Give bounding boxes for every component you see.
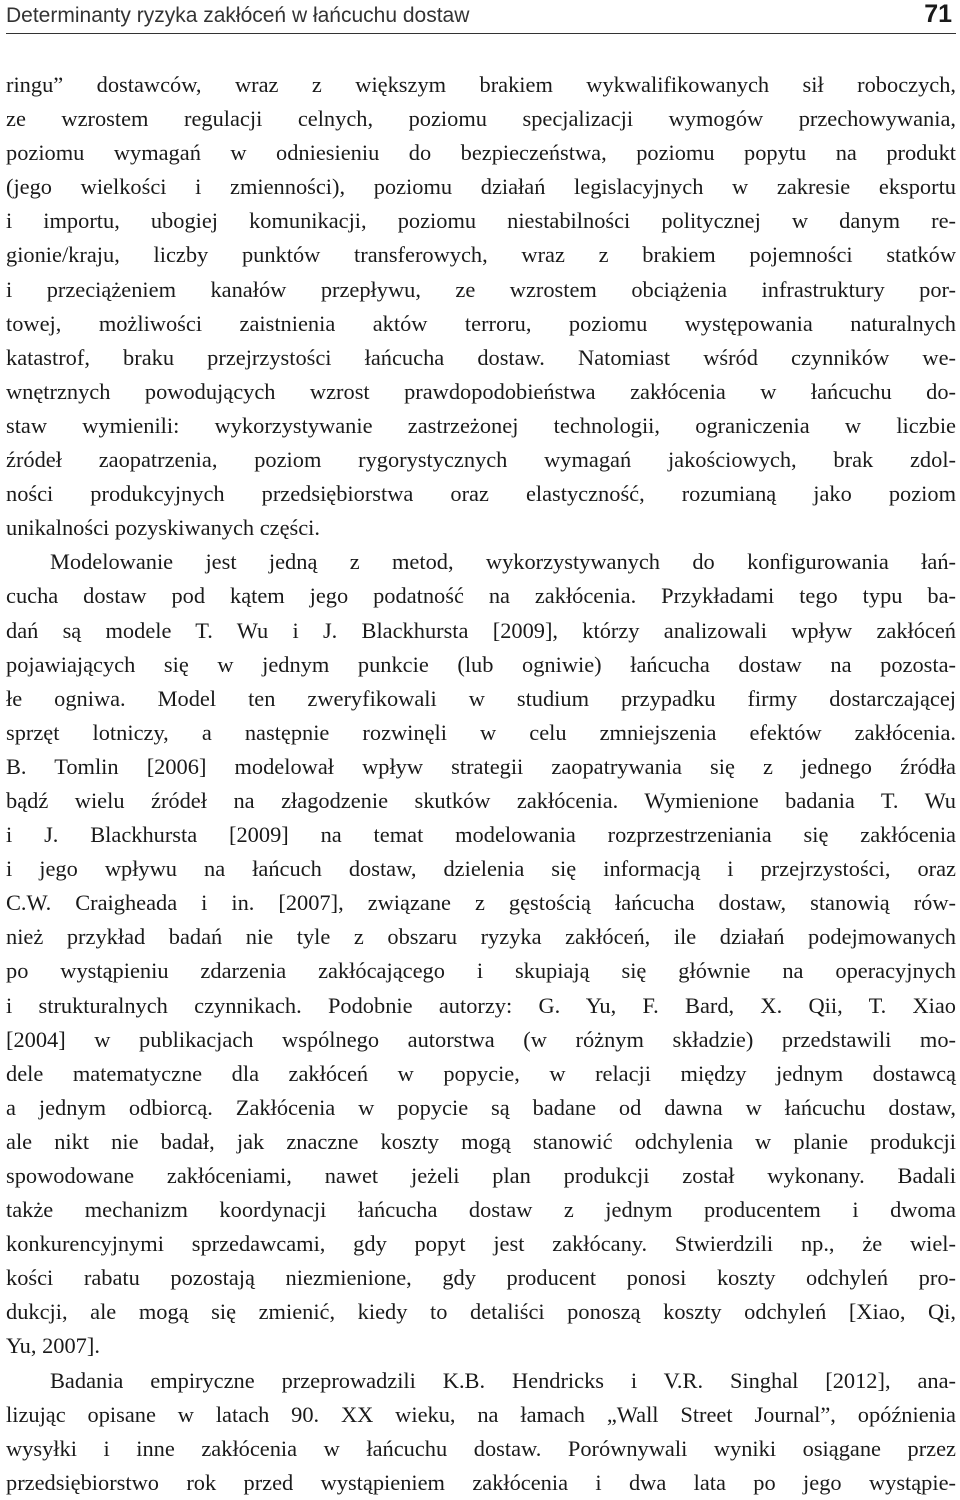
text-line: wysyłki i inne zakłócenia w łańcuchu dostaw. Porównywali wyniki osiągane przez xyxy=(6,1435,956,1461)
paragraph xyxy=(6,545,956,1363)
text-line: [2004] w publikacjach wspólnego autorstwa (w różnym składzie) przedstawili mo- xyxy=(6,1026,956,1052)
text-line: Modelowanie jest jedną z metod, wykorzystywanych do konfigurowania łań- xyxy=(50,549,956,575)
text-line: lizując opisane w latach 90. XX wieku, na łamach „Wall Street Journal”, opóźnienia xyxy=(6,1401,956,1427)
running-title: Determinanty ryzyka zakłóceń w łańcuchu dostaw xyxy=(6,4,470,27)
text-line: nież przykład badań nie tyle z obszaru ryzyka zakłóceń, ile działań podejmowanych xyxy=(6,924,956,950)
text-line: Yu, 2007]. xyxy=(6,1333,100,1359)
text-line: ności produkcyjnych przedsiębiorstwa oraz elastyczność, rozumianą jako poziom xyxy=(6,481,956,507)
text-line: pojawiających się w jednym punkcie (lub ogniwie) łańcucha dostaw na pozosta- xyxy=(6,651,956,677)
text-line: cucha dostaw pod kątem jego podatność na zakłócenia. Przykładami tego typu ba- xyxy=(6,583,956,609)
text-line: po wystąpieniu zdarzenia zakłócającego i skupiają się głównie na operacyjnych xyxy=(6,958,956,984)
text-line: B. Tomlin [2006] modelował wpływ strategii zaopatrywania się z jednego źródła xyxy=(6,753,956,779)
text-line: (jego wielkości i zmienności), poziomu działań legislacyjnych w zakresie eksportu xyxy=(6,174,956,200)
text-line: i strukturalnych czynnikach. Podobnie autorzy: G. Yu, F. Bard, X. Qii, T. Xiao xyxy=(6,992,956,1018)
text-line: Badania empiryczne przeprowadzili K.B. Hendricks i V.R. Singhal [2012], ana- xyxy=(50,1367,956,1393)
body-text xyxy=(6,68,956,1500)
text-line: towej, możliwości zaistnienia aktów terroru, poziomu występowania naturalnych xyxy=(6,310,956,336)
text-line: wnętrznych powodujących wzrost prawdopodobieństwa zakłócenia w łańcuchu do- xyxy=(6,378,956,404)
text-line: a jednym odbiorcą. Zakłócenia w popycie są badane od dawna w łańcuchu dostaw, xyxy=(6,1094,956,1120)
text-line: spowodowane zakłóceniami, nawet jeżeli plan produkcji został wykonany. Badali xyxy=(6,1163,956,1188)
text-line: unikalności pozyskiwanych części. xyxy=(6,515,320,541)
text-line: także mechanizm koordynacji łańcucha dostaw z jednym producentem i dwoma xyxy=(6,1197,956,1223)
text-line: ale nikt nie badał, jak znaczne koszty mogą stanowić odchylenia w planie produkcji xyxy=(6,1128,956,1154)
text-line: dukcji, ale mogą się zmienić, kiedy to detaliści ponoszą koszty odchyleń [Xiao, Qi, xyxy=(6,1299,956,1325)
text-line: dele matematyczne dla zakłóceń w popycie, w relacji między jednym dostawcą xyxy=(6,1060,956,1086)
text-line: źródeł zaopatrzenia, poziom rygorystycznych wymagań jakościowych, brak zdol- xyxy=(6,447,956,473)
text-line: ze wzrostem regulacji celnych, poziomu specjalizacji wymogów przechowywania, xyxy=(6,106,956,132)
text-line: i importu, ubogiej komunikacji, poziomu niestabilności politycznej w danym re- xyxy=(6,208,956,234)
text-line: i J. Blackhursta [2009] na temat modelowania rozprzestrzeniania się zakłócenia xyxy=(6,822,956,848)
text-line: poziomu wymagań w odniesieniu do bezpieczeństwa, poziomu popytu na produkt xyxy=(6,140,956,166)
text-line: bądź wielu źródeł na złagodzenie skutków zakłócenia. Wymienione badania T. Wu xyxy=(6,787,956,813)
text-line: łe ogniwa. Model ten zweryfikowali w studium przypadku firmy dostarczającej xyxy=(6,685,956,711)
text-line: staw wymienili: wykorzystywanie zastrzeżonej technologii, ograniczenia w liczbie xyxy=(6,412,956,438)
text-line: i przeciążeniem kanałów przepływu, ze wzrostem obciążenia infrastruktury por- xyxy=(6,276,956,302)
text-line: i jego wpływu na łańcuch dostaw, dzielenia się informacją i przejrzystości, oraz xyxy=(6,856,956,882)
text-line: sprzęt lotniczy, a następnie rozwinęli w celu zmniejszenia efektów zakłócenia. xyxy=(6,719,956,745)
text-line: katastrof, braku przejrzystości łańcucha dostaw. Natomiast wśród czynników we- xyxy=(6,344,956,370)
text-line: C.W. Craigheada i in. [2007], związane z gęstością łańcucha dostaw, stanowią rów- xyxy=(6,890,956,916)
running-header xyxy=(6,0,956,34)
paragraph xyxy=(6,1364,956,1500)
text-line: kości rabatu pozostają niezmienione, gdy producent ponosi koszty odchyleń pro- xyxy=(6,1265,956,1291)
text-line: przedsiębiorstwo rok przed wystąpieniem zakłócenia i dwa lata po jego wystąpie- xyxy=(6,1469,956,1495)
text-line: ringu” dostawców, wraz z większym brakiem wykwalifikowanych sił roboczych, xyxy=(6,72,956,97)
text-line: gionie/kraju, liczby punktów transferowych, wraz z brakiem pojemności statków xyxy=(6,242,956,268)
text-line: konkurencyjnymi sprzedawcami, gdy popyt jest zakłócany. Stwierdzili np., że wiel- xyxy=(6,1231,956,1257)
paragraph xyxy=(6,68,956,545)
text-line: dań są modele T. Wu i J. Blackhursta [2009], którzy analizowali wpływ zakłóceń xyxy=(6,617,956,643)
page-number: 71 xyxy=(924,0,952,28)
